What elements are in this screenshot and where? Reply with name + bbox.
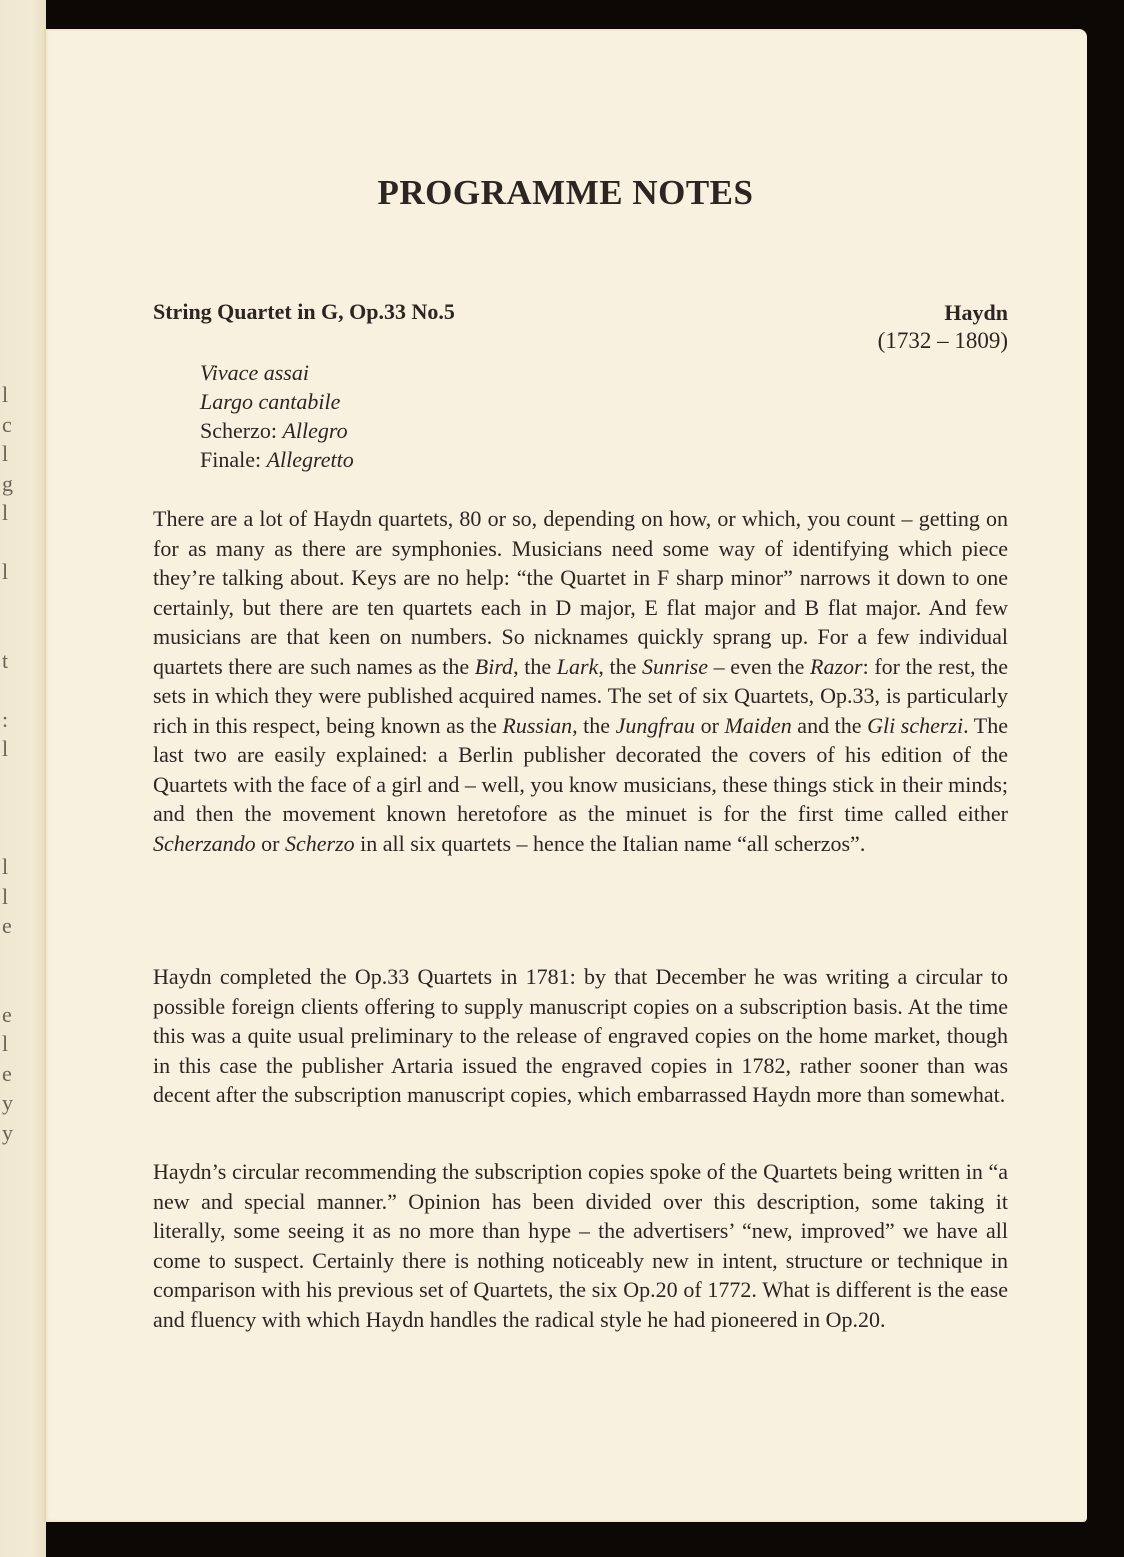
movement-tempo: Allegretto [266,447,354,472]
composer-name: Haydn [944,300,1008,325]
text-run: Haydn’s circular recommending the subscription copies spoke of the Quartets being written in “a new and special manner.” Opinion has been divided over this description, some taking it literally, some seeing it as no more than hype – the advertisers’ “new, improved” we have all come to suspect. Certainly there is nothing noticeably new in intent, structure or technique in comparison with his previous set of Quartets, the six Op.20 of 1772. What is different is the ease and fluency with which Haydn handles the radical style he had pioneered in Op.20. [153,1159,1008,1332]
text-run: – even the [708,653,811,679]
paragraph-publication [153,962,1008,1110]
movement-prefix: Scherzo: [200,418,283,443]
facing-page-text-fragments: l c l g l l t : l l l e e l e y y [2,382,13,1145]
text-run: or [695,712,725,738]
italic-title: Maiden [724,712,792,738]
movement-prefix: Finale: [200,447,267,472]
movement-item [200,358,354,387]
composer-dates: (1732 – 1809) [877,328,1008,353]
programme-page [44,29,1087,1522]
text-run: : for the rest, the sets in which they were published acquired names. The set of six Quartets, Op.33, is particularly rich in this respect, being known as the [153,653,1008,738]
italic-title: Jungfrau [615,712,696,738]
work-title: String Quartet in G, Op.33 No.5 [153,299,455,324]
movement-item [200,387,354,416]
text-run: in all six quartets – hence the Italian name “all scherzos”. [354,830,866,856]
italic-title: Gli scherzi [867,712,964,738]
italic-title: Lark [556,653,599,679]
composer-block [878,299,1008,355]
italic-title: Sunrise [642,653,708,679]
text-run: . The last two are easily explained: a Berlin publisher decorated the covers of his edition of the Quartets with the face of a girl and – well, you know musicians, these things stick in their minds; and then the movement known heretofore as the minuet is for the first time called either [153,712,1008,826]
movement-item [200,416,354,445]
text-run: There are a lot of Haydn quartets, 80 or so, depending on how, or which, you count – getting on for as many as there are symphonies. Musicians need some way of identifying which piece they’re talking about. Keys are no help: “the Quartet in F sharp minor” narrows it down to one certainly, but there are ten quartets each in D major, E flat major and B flat major. And few musicians are that keen on numbers. So nicknames quickly sprang up. For a few individual quartets there are such names as the [153,506,1008,679]
movement-list [200,358,354,474]
text-run: , the [513,653,557,679]
text-run: , the [598,653,642,679]
paragraph-nicknames [153,504,1008,858]
page-gutter [44,29,46,1522]
paragraph-new-manner [153,1157,1008,1334]
facing-page-edge [0,0,46,1557]
movement-item [200,445,354,474]
italic-title: Scherzo [284,830,355,856]
italic-title: Russian [502,712,573,738]
movement-tempo: Allegro [282,418,348,443]
movement-tempo: Largo cantabile [200,389,341,414]
text-run: , the [572,712,616,738]
text-run: and the [791,712,868,738]
italic-title: Scherzando [153,830,256,856]
page-title: PROGRAMME NOTES [377,173,754,212]
italic-title: Razor [810,653,863,679]
movement-tempo: Vivace assai [200,360,309,385]
text-run: Haydn completed the Op.33 Quartets in 1781: by that December he was writing a circular to possible foreign clients offering to supply manuscript copies on a subscription basis. At the time this was a quite usual preliminary to the release of engraved copies on the home market, though in this case the publisher Artaria issued the engraved copies in 1782, rather sooner than was decent after the subscription manuscript copies, which embarrassed Haydn more than somewhat. [153,964,1008,1107]
italic-title: Bird [474,653,514,679]
text-run: or [255,830,285,856]
